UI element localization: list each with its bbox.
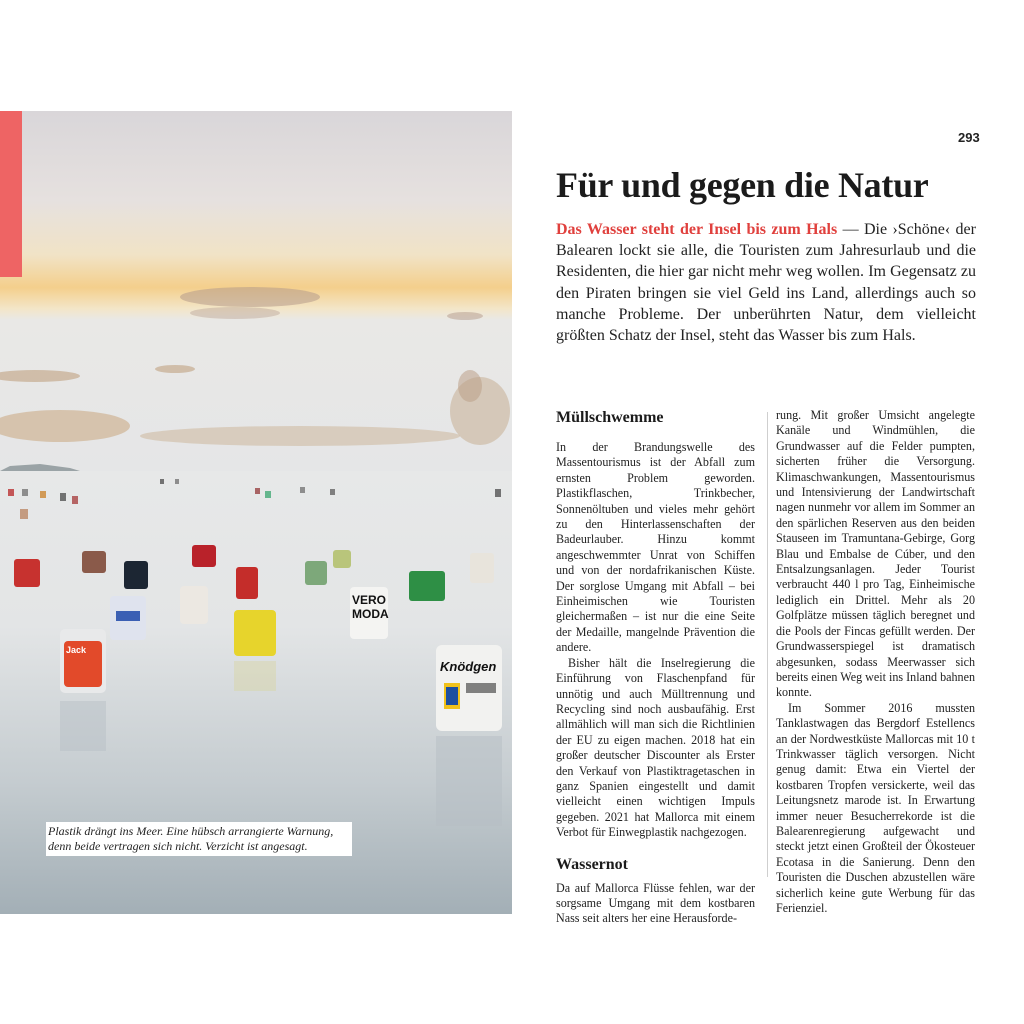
lead-paragraph — [556, 219, 976, 346]
photo-caption: Plastik drängt ins Meer. Eine hübsch arrangierte Warnung, denn beide vertragen sich nicht. Verzicht ist angesagt. — [46, 822, 352, 856]
svg-text:VERO: VERO — [352, 593, 387, 607]
text-column-right — [776, 408, 975, 916]
wasser-paragraph-2: Im Sommer 2016 mussten Tanklastwagen das Bergdorf Estellencs an der Nordwestküste Mallorcas mit 10 t Trinkwasser täglich versorgen. Nicht genug damit: Etwa ein Viertel der kostbaren Tropfen versickerte, weil das Leitungsnetz marode ist. In Erwartung immer neuer Besucherrekorde ist die Balearenregierung aufgewacht und steckt jetzt einen Großteil der Ökosteuer Ecotasa in die Sanierung. Denn den Touristen die Duschen abzustellen wäre sicherlich keine gute Werbung für das Ferienziel. — [776, 700, 975, 915]
sea-plastic-photo — [0, 111, 512, 914]
section-heading-muellschwemme: Müllschwemme — [556, 409, 664, 426]
svg-text:Knödgen: Knödgen — [440, 659, 497, 674]
muell-paragraph-1: In der Brandungswelle des Massentourismus ist der Abfall zum ernsten Problem geworden. Plastikflaschen, Trinkbecher, Sonnenöltuben und vieles mehr gehört zu den Hinterlassenschaften der Badeurlauber. Hinzu kommt angeschwemmter Unrat von Schiffen und von der nordafrikanischen Küste. Der sorglose Umgang mit Abfall – bei Einheimischen wie Touristen gleichermaßen – ist nur die eine Seite der Medaille, mangelnde Prävention die andere. — [556, 440, 755, 655]
muell-paragraph-2: Bisher hält die Inselregierung die Einführung von Flaschenpfand für unnötig und auch Mülltrennung und Recycling sind noch ausbaufähig. Erst allmählich will man sich die Richtlinien der EU zu eigen machen. 2018 hat ein großer deutscher Discounter als Erster den Verkauf von Plastiktragetaschen in ganz Spanien eingestellt und damit vielleicht einen wichtigen Impuls gegeben. 2021 hat Mallorca mit einem Verbot für Einwegplastik nachgezogen. — [556, 655, 755, 840]
svg-text:MODA: MODA — [352, 607, 389, 621]
section-heading-wassernot: Wassernot — [556, 855, 628, 873]
wasser-paragraph-1: Da auf Mallorca Flüsse fehlen, war der sorgsame Umgang mit dem kostbaren Nass seit alters her eine Herausforde- — [556, 880, 755, 926]
wasser-paragraph-1-continued: rung. Mit großer Umsicht angelegte Kanäle und Windmühlen, die Grundwasser auf die Felder pumpten, sicherten früher die Versorgung. Klimaschwankungen, Massentourismus und Intensivierung der Landwirtschaft nagen nunmehr vor allem im Sommer an den spärlichen Reserven aus den beiden Stauseen im Tramuntana-Gebirge, Gorg Blau und Embalse de Cúber, und den Entsalzungsanlagen. Jeder Tourist verbraucht 440 l pro Tag, Einheimische lediglich ein Drittel. Mehr als 20 Golfplätze müssen täglich beregnet und die Pools der Fincas gefüllt werden. Der Grundwasserspiegel ist dramatisch abgesunken, sodass Meerwasser sich bereits einen Weg weit ins Inland bahnen konnte. — [776, 408, 975, 700]
lead-text: — Die ›Schöne‹ der Balearen lockt sie alle, die Touristen zum Jahresurlaub und die Residenten, die hier gar nicht mehr weg wollen. Im Gegensatz zu den Piraten bringen sie viel Geld ins Land, allerdings auch so manche Probleme. Der unberührten Natur, dem vielleicht größten Schatz der Insel, steht das Wasser bis zum Hals. — [556, 221, 976, 345]
chapter-color-tab — [0, 111, 22, 277]
svg-text:Jack: Jack — [66, 645, 87, 655]
text-column-left — [556, 408, 755, 927]
page-title: Für und gegen die Natur — [556, 165, 929, 205]
page-number: 293 — [958, 130, 980, 145]
column-divider — [767, 412, 768, 877]
lead-heading: Das Wasser steht der Insel bis zum Hals — [556, 221, 838, 238]
